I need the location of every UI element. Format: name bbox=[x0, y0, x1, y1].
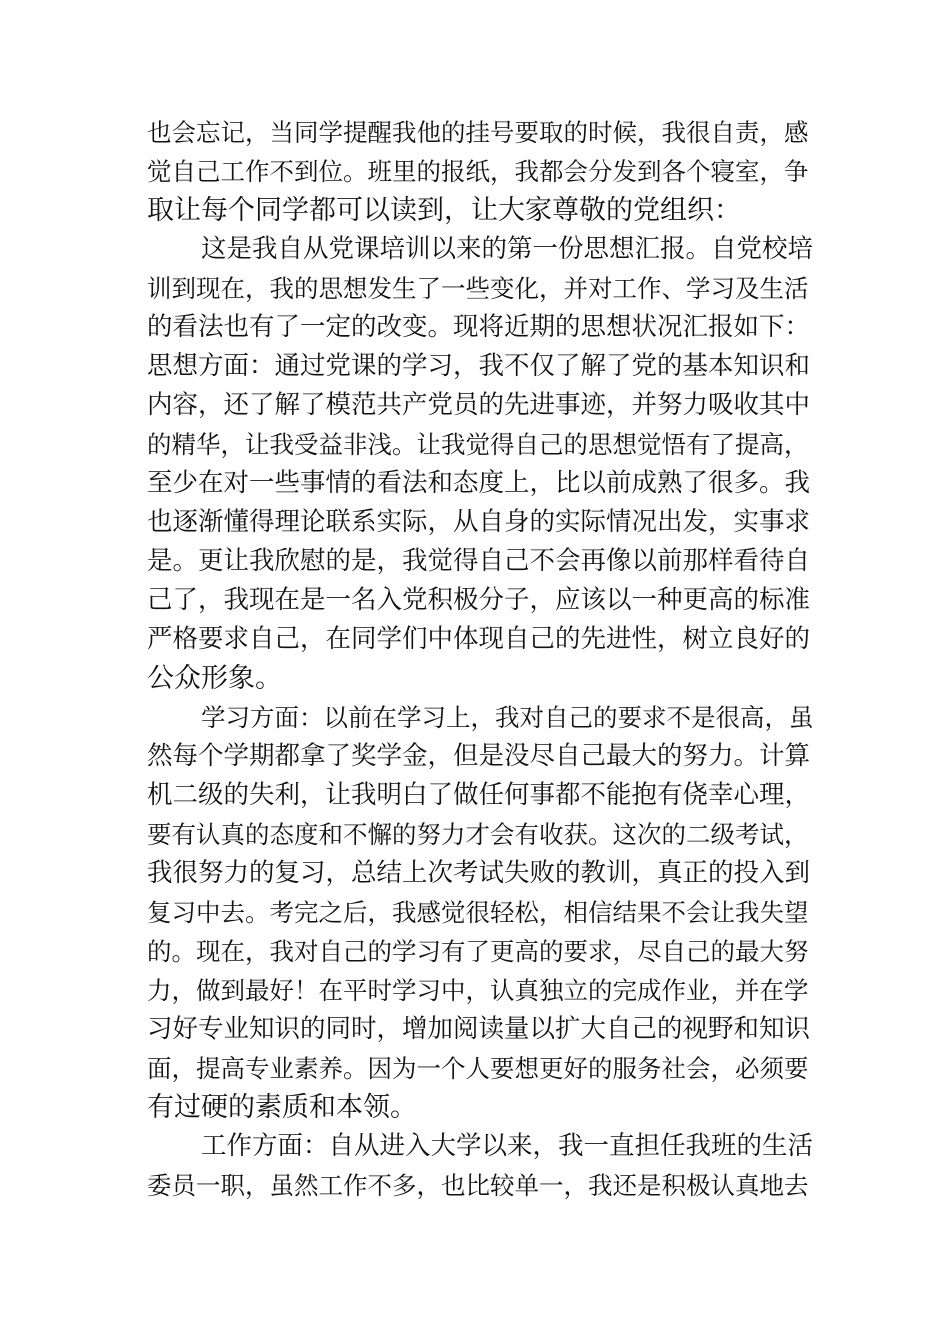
paragraph-5 bbox=[147, 1127, 815, 1205]
document-body bbox=[147, 113, 815, 1205]
text-line: 力，做到最好！在平时学习中，认真独立的完成作业，并在学 bbox=[147, 976, 809, 1005]
text-line: 的看法也有了一定的改变。现将近期的思想状况汇报如下： bbox=[147, 312, 811, 342]
text-line: 思想方面：通过党课的学习，我不仅了解了党的基本知识和 bbox=[147, 351, 811, 381]
text-line: 训到现在，我的思想发生了一些变化，并对工作、学习及生活 bbox=[147, 274, 809, 303]
text-line: 也会忘记，当同学提醒我他的挂号要取的时候，我很自责，感 bbox=[147, 118, 809, 147]
paragraph-2 bbox=[147, 230, 815, 347]
text-line: 习好专业知识的同时，增加阅读量以扩大自己的视野和知识 bbox=[147, 1014, 811, 1044]
text-line: 的。现在，我对自己的学习有了更高的要求，尽自己的最大努 bbox=[147, 937, 809, 966]
text-line: 公众形象。 bbox=[147, 663, 282, 694]
text-line: 内容，还了解了模范共产党员的先进事迹，并努力吸收其中 bbox=[147, 390, 811, 420]
paragraph-3 bbox=[147, 347, 815, 698]
text-line: 取让每个同学都可以读到，让大家尊敬的党组织： bbox=[147, 195, 741, 226]
text-line: 我很努力的复习，总结上次考试失败的教训，真正的投入到 bbox=[147, 858, 811, 888]
text-line: 复习中去。考完之后，我感觉很轻松，相信结果不会让我失望 bbox=[147, 898, 809, 927]
text-line: 面，提高专业素养。因为一个人要想更好的服务社会，必须要 bbox=[147, 1054, 809, 1083]
text-line: 要有认真的态度和不懈的努力才会有收获。这次的二级考试， bbox=[147, 820, 809, 849]
text-line: 也逐渐懂得理论联系实际，从自身的实际情况出发，实事求 bbox=[147, 507, 811, 537]
text-line: 的精华，让我受益非浅。让我觉得自己的思想觉悟有了提高， bbox=[147, 430, 809, 459]
text-line: 是。更让我欣慰的是，我觉得自己不会再像以前那样看待自 bbox=[147, 546, 811, 576]
text-line: 这是我自从党课培训以来的第一份思想汇报。自党校培 bbox=[201, 234, 814, 264]
text-line: 严格要求自己，在同学们中体现自己的先进性，树立良好的 bbox=[147, 624, 811, 654]
text-line: 委员一职，虽然工作不多，也比较单一，我还是积极认真地去 bbox=[147, 1171, 809, 1200]
text-line: 至少在对一些事情的看法和态度上，比以前成熟了很多。我 bbox=[147, 468, 811, 498]
paragraph-1 bbox=[147, 113, 815, 230]
text-line: 己了，我现在是一名入党积极分子，应该以一种更高的标准 bbox=[147, 585, 811, 615]
text-line: 学习方面：以前在学习上，我对自己的要求不是很高，虽 bbox=[201, 703, 814, 732]
text-line: 觉自己工作不到位。班里的报纸，我都会分发到各个寝室，争 bbox=[147, 157, 809, 186]
text-line: 有过硬的素质和本领。 bbox=[147, 1092, 417, 1123]
text-line: 然每个学期都拿了奖学金，但是没尽自己最大的努力。计算 bbox=[147, 741, 811, 771]
paragraph-4 bbox=[147, 698, 815, 1127]
text-line: 工作方面：自从进入大学以来，我一直担任我班的生活 bbox=[201, 1131, 814, 1161]
text-line: 机二级的失利，让我明白了做任何事都不能抱有侥幸心理， bbox=[147, 780, 811, 810]
